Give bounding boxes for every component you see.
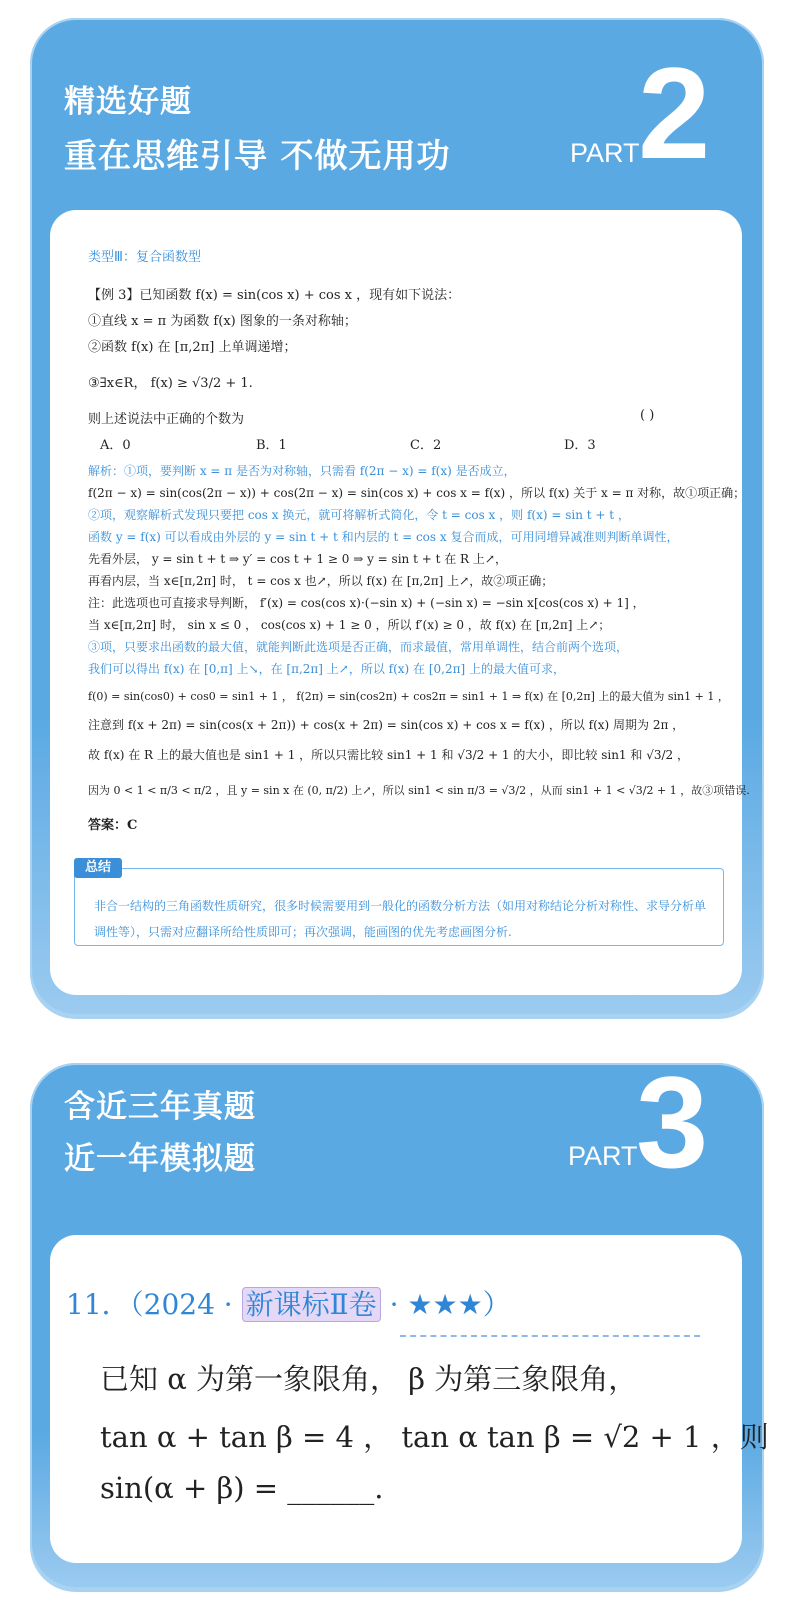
answer-line: 答案：C bbox=[88, 818, 138, 833]
analysis-line: f(2π − x) = sin(cos(2π − x)) + cos(2π − x) = sin(cos x) + cos x = f(x) ，所以 f(x) 关于 x = π 对称，故①项正确； bbox=[88, 486, 746, 500]
part2-card bbox=[30, 18, 764, 1016]
part3-heading-line2: 近一年模拟题 bbox=[64, 1141, 256, 1177]
summary-tag: 总结 bbox=[74, 858, 122, 878]
part2-label: PART bbox=[570, 138, 640, 168]
analysis-line: 注：此选项也可直接求导判断， f′(x) = cos(cos x)·(−sin x) + (−sin x) = −sin x[cos(cos x) + 1] ， bbox=[88, 596, 645, 610]
analysis-line: ③项，只要求出函数的最大值，就能判断此选项是否正确，而求最值，常用单调性，结合前两个选项， bbox=[88, 640, 629, 654]
part2-heading-line1: 精选好题 bbox=[64, 84, 192, 120]
analysis-line: 故 f(x) 在 R 上的最大值也是 sin1 + 1 ，所以只需比较 sin1 + 1 和 √3/2 + 1 的大小，即比较 sin1 和 √3/2 ， bbox=[88, 748, 689, 762]
analysis-line: 先看外层， y = sin t + t ⇒ y′ = cos t + 1 ≥ 0 ⇒ y = sin t + t 在 R 上↗， bbox=[88, 552, 507, 566]
option-b: B．1 bbox=[256, 438, 287, 453]
analysis-line: 解析：①项，要判断 x = π 是否为对称轴，只需看 f(2π − x) = f(x) 是否成立， bbox=[88, 464, 516, 478]
part3-label: PART bbox=[568, 1141, 638, 1171]
part2-content-panel bbox=[50, 210, 750, 995]
part2-number: 2 bbox=[638, 40, 711, 186]
part3-content-panel bbox=[50, 1235, 769, 1563]
part3-number: 3 bbox=[636, 1049, 709, 1195]
dashed-underline bbox=[400, 1335, 700, 1337]
analysis-line: 当 x∈[π,2π] 时， sin x ≤ 0 ， cos(cos x) + 1 ≥ 0 ，所以 f′(x) ≥ 0 ，故 f(x) 在 [π,2π] 上↗； bbox=[88, 618, 611, 632]
question-prefix: 11．（2024 · bbox=[66, 1288, 233, 1321]
question-line: sin(α + β) = ______. bbox=[100, 1471, 384, 1505]
analysis-line: 因为 0 < 1 < π/3 < π/2 ，且 y = sin x 在 (0, π/2) 上↗，所以 sin1 < sin π/3 = √3/2 ，从而 sin1 + 1 < √3/2 + 1 ，故③项错误. bbox=[88, 784, 750, 797]
part3-card bbox=[30, 1049, 769, 1589]
analysis-line: 注意到 f(x + 2π) = sin(cos(x + 2π)) + cos(x + 2π) = sin(cos x) + cos x = f(x) ，所以 f(x) 周期为 2π ， bbox=[88, 718, 685, 732]
part3-heading-line1: 含近三年真题 bbox=[64, 1089, 256, 1125]
analysis-line: f(0) = sin(cos0) + cos0 = sin1 + 1 ， f(2π) = sin(cos2π) + cos2π = sin1 + 1 ⇒ f(x) 在 [0,2π] 上的最大值为 sin1 + 1 ， bbox=[88, 690, 729, 703]
question-line: 已知 α 为第一象限角， β 为第三象限角， bbox=[100, 1362, 638, 1396]
option-a: A．0 bbox=[100, 438, 131, 453]
option-d: D．3 bbox=[564, 438, 596, 453]
analysis-line: ②项，观察解析式发现只要把 cos x 换元，就可将解析式简化，令 t = cos x ，则 f(x) = sin t + t ， bbox=[88, 508, 630, 522]
question-header bbox=[66, 1283, 511, 1323]
example-line: ①直线 x = π 为函数 f(x) 图象的一条对称轴； bbox=[88, 314, 357, 329]
example-line: 则上述说法中正确的个数为 bbox=[88, 412, 245, 427]
example-line: ③∃x∈R， f(x) ≥ √3/2 + 1. bbox=[88, 376, 253, 391]
type-title: 类型Ⅲ：复合函数型 bbox=[88, 250, 201, 265]
analysis-line: 再看内层，当 x∈[π,2π] 时， t = cos x 也↗，所以 f(x) 在 [π,2π] 上↗，故②项正确； bbox=[88, 574, 554, 588]
part2-heading-line2: 重在思维引导 不做无用功 bbox=[64, 136, 451, 175]
question-suffix: · ★★★） bbox=[389, 1288, 511, 1321]
answer-bracket: ( ) bbox=[640, 408, 655, 423]
option-c: C．2 bbox=[410, 438, 442, 453]
example-line: ②函数 f(x) 在 [π,2π] 上单调递增； bbox=[88, 340, 297, 355]
analysis-line: 函数 y = f(x) 可以看成由外层的 y = sin t + t 和内层的 t = cos x 复合而成，可用同增异减准则判断单调性， bbox=[88, 530, 679, 544]
question-source-highlight: 新课标Ⅱ卷 bbox=[242, 1287, 381, 1322]
summary-text: 非合一结构的三角函数性质研究，很多时候需要用到一般化的函数分析方法（如用对称结论分析对称性、求导分析单调性等），只需对应翻译所给性质即可；再次强调，能画图的优先考虑画图分析. bbox=[94, 899, 707, 939]
analysis-line: 我们可以得出 f(x) 在 [0,π] 上↘，在 [π,2π] 上↗，所以 f(x) 在 [0,2π] 上的最大值可求， bbox=[88, 662, 566, 676]
example-line: 【例 3】已知函数 f(x) = sin(cos x) + cos x ，现有如下说法： bbox=[88, 288, 461, 303]
question-line: tan α + tan β = 4 ， tan α tan β = √2 + 1 ，则 bbox=[100, 1420, 769, 1454]
